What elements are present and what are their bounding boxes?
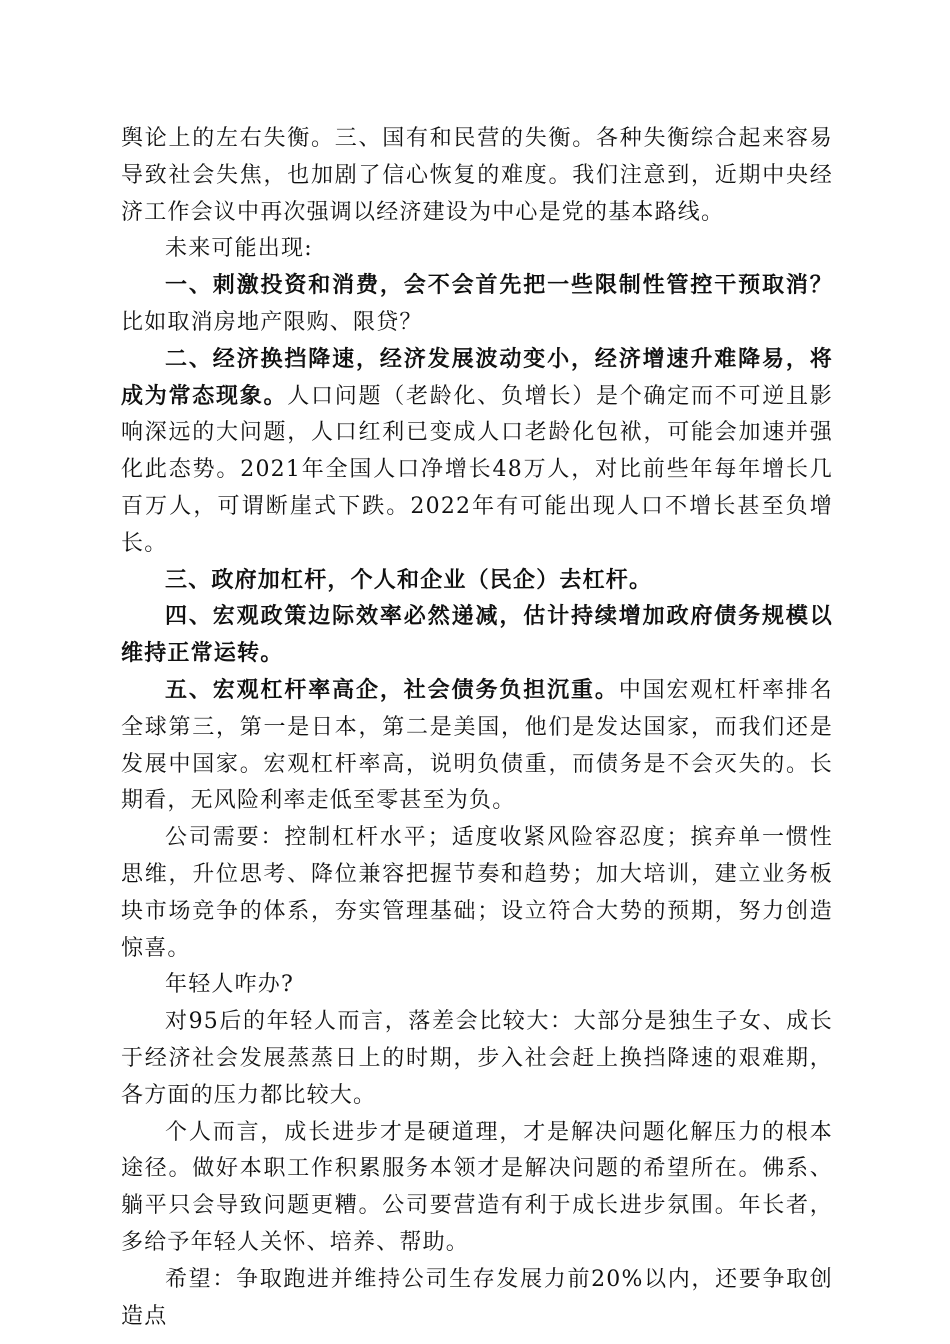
paragraph-text: 公司需要：控制杠杆水平；适度收紧风险容忍度；摈弃单一惯性思维，升位思考、降位兼容把握节奏和趋势；加大培训，建立业务板块市场竞争的体系，夯实管理基础；设立符合大势的预期，努力创造惊喜。 [121, 825, 833, 961]
paragraph-text: 比如取消房地产限购、限贷？ [121, 309, 423, 335]
paragraph-point-five [121, 673, 833, 820]
paragraph-heading: 二、经济换挡降速，经济发展波动变小，经济增速升难降易，将成为常态现象。 [121, 346, 833, 409]
paragraph-point-four [121, 599, 833, 673]
paragraph-text: 希望：争取跑进并维持公司生存发展力前20%以内，还要争取创造点 [121, 1266, 833, 1329]
paragraph-text: 中国宏观杠杆率排名全球第三，第一是日本，第二是美国，他们是发达国家，而我们还是发展中国家。宏观杠杆率高，说明负债重，而债务是不会灭失的。长期看，无风险利率走低至零甚至为负。 [121, 677, 833, 814]
paragraph-heading: 四、宏观政策边际效率必然递减，估计持续增加政府债务规模以维持正常运转。 [121, 604, 833, 667]
paragraph-text: 未来可能出现: [165, 236, 313, 262]
paragraph-point-one [121, 268, 833, 342]
paragraph-text: 人口问题（老龄化、负增长）是个确定而不可逆且影响深远的大问题，人口红利已变成人口老龄化包袱，可能会加速并强化此态势。2021年全国人口净增长48万人，对比前些年每年增长几百万人，可谓断崖式下跌。2022年有可能出现人口不增长甚至负增长。 [121, 383, 833, 556]
paragraph-text: 对95后的年轻人而言，落差会比较大：大部分是独生子女、成长于经济社会发展蒸蒸日上的时期，步入社会赶上换挡降速的艰难期，各方面的压力都比较大。 [121, 1009, 833, 1108]
paragraph-young-people-question [121, 967, 833, 1004]
paragraph-company-needs [121, 820, 833, 967]
paragraph-balance-imbalance [121, 121, 833, 231]
paragraph-heading: 一、刺激投资和消费，会不会首先把一些限制性管控干预取消？ [165, 273, 833, 299]
paragraph-heading: 三、政府加杠杆，个人和企业（民企）去杠杆。 [165, 567, 653, 593]
paragraph-post-95 [121, 1004, 833, 1114]
paragraph-text: 舆论上的左右失衡。三、国有和民营的失衡。各种失衡综合起来容易导致社会失焦，也加剧了信心恢复的难度。我们注意到，近期中央经济工作会议中再次强调以经济建设为中心是党的基本路线。 [121, 126, 833, 225]
paragraph-heading: 五、宏观杠杆率高企，社会债务负担沉重。 [165, 677, 619, 703]
document-body [121, 121, 833, 1335]
paragraph-text: 年轻人咋办? [165, 972, 294, 998]
paragraph-point-two [121, 342, 833, 563]
paragraph-hope [121, 1262, 833, 1336]
paragraph-personal-growth [121, 1115, 833, 1262]
paragraph-point-three [121, 563, 833, 600]
paragraph-text: 个人而言，成长进步才是硬道理，才是解决问题化解压力的根本途径。做好本职工作积累服务本领才是解决问题的希望所在。佛系、躺平只会导致问题更糟。公司要营造有利于成长进步氛围。年长者，多给予年轻人关怀、培养、帮助。 [121, 1119, 833, 1255]
paragraph-future-outlook [121, 231, 833, 268]
